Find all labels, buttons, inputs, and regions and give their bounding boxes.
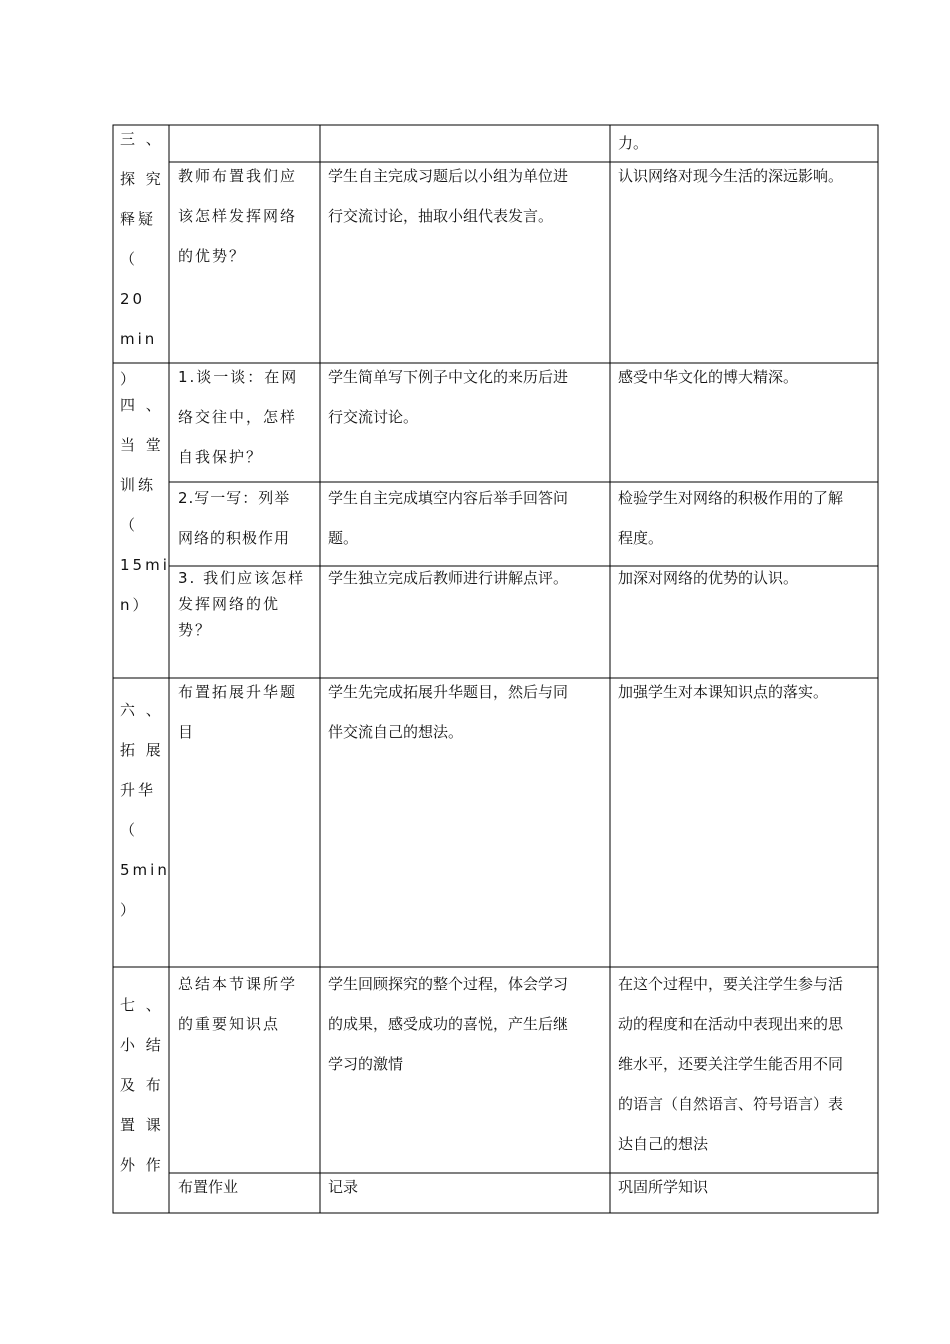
intent-cell: 认识网络对现今生活的深远影响。 <box>618 167 844 185</box>
student-cell: 学生独立完成后教师进行讲解点评。 <box>328 569 569 587</box>
teacher-cell: 3. 我们应该怎样 发挥网络的优 势？ <box>178 569 306 639</box>
stage-cell-3: 三 、 探 究 释疑 （ 20 min ） <box>120 130 164 388</box>
student-cell: 学生自主完成习题后以小组为单位进 行交流讨论，抽取小组代表发言。 <box>328 167 569 225</box>
stage-cell-4: 四 、 当 堂 训练 （ 15mi n） <box>120 396 170 614</box>
intent-cell: 在这个过程中，要关注学生参与活 动的程度和在活动中表现出来的思 维水平，还要关注学生能否用不同 的语言（自然语言、符号语言）表 达自己的想法 <box>618 975 844 1153</box>
teacher-cell: 1.谈一谈：在网 络交往中，怎样 自我保护？ <box>178 368 299 466</box>
student-cell: 学生回顾探究的整个过程，体会学习 的成果，感受成功的喜悦，产生后继 学习的激情 <box>328 975 569 1073</box>
intent-cell: 加深对网络的优势的认识。 <box>618 569 799 587</box>
intent-cell: 加强学生对本课知识点的落实。 <box>618 683 829 701</box>
teacher-cell: 布置作业 <box>178 1178 239 1196</box>
student-cell: 学生先完成拓展升华题目，然后与同 伴交流自己的想法。 <box>328 683 569 741</box>
teacher-cell: 2.写一写：列举 网络的积极作用 <box>178 489 291 547</box>
intent-cell: 巩固所学知识 <box>618 1178 709 1196</box>
teacher-cell: 布置拓展升华题 目 <box>178 683 298 741</box>
intent-cell: 力。 <box>618 134 649 152</box>
stage-cell-6: 六 、 拓 展 升华 （ 5min ） <box>120 701 170 919</box>
intent-cell: 检验学生对网络的积极作用的了解 程度。 <box>618 489 844 547</box>
teacher-cell: 总结本节课所学 的重要知识点 <box>178 975 298 1033</box>
student-cell: 记录 <box>328 1178 359 1196</box>
student-cell: 学生自主完成填空内容后举手回答问 题。 <box>328 489 569 547</box>
stage-cell-7: 七 、 小 结 及 布 置 课 外 作 <box>120 996 164 1174</box>
teacher-cell: 教师布置我们应 该怎样发挥网络 的优势？ <box>178 167 298 265</box>
student-cell: 学生简单写下例子中文化的来历后进 行交流讨论。 <box>328 368 569 426</box>
intent-cell: 感受中华文化的博大精深。 <box>618 368 799 386</box>
